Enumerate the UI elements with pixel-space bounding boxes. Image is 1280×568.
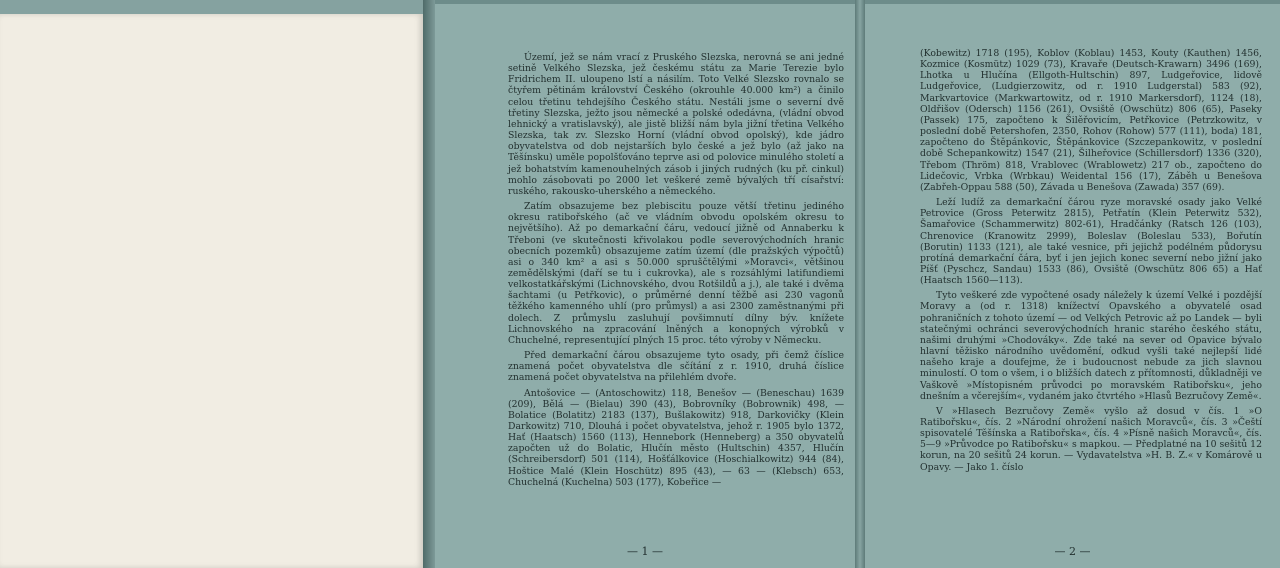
page-1: [435, 4, 855, 568]
paragraph: Antošovice — (Antoschowitz) 118, Benešov — (Beneschau) 1639 (209), Bělá — (Bielau) 390 (43), Bobrovníky (Bobrownik) 498, — Bolatice (Bolatitz) 2183 (137), Bušlakowitz) 918, Darkovičky (Klein Darkowitz) 710, Dlouhá i počet obyvatelstva, jehož r. 1905 bylo 1372, Hať (Haatsch) 1560 (113), Hennebork (Henneberg) a 350 obyvatelů započten už do Bolatic, Hlučín město (Hultschin) 4357, Hlučín (Schreibersdorf) 501 (114), Hošťálkovice (Hoschialkowitz) 944 (84), Hoštice Malé (Klein Hoschütz) 895 (43), — 63 — (Klebsch) 653, Chuchelná (Kuchelna) 503 (177), Kobeřice —: [508, 387, 844, 488]
paragraph: Před demarkační čárou obsazujeme tyto osady, při čemž číslice znamená počet obyvatelstva dle sčítání z r. 1910, druhá číslice znamená počet obyvatelstva na přilehlém dvoře.: [508, 350, 844, 384]
page-1-text: [508, 52, 844, 488]
blank-back-cover: [0, 14, 425, 568]
paragraph: (Kobewitz) 1718 (195), Koblov (Koblau) 1453, Kouty (Kauthen) 1456, Kozmice (Kosmütz) 1029 (73), Kravaře (Deutsch-Krawarn) 3496 (169), Lhotka u Hlučína (Ellgoth-Hultschin) 897, Ludgeřovice, lidově Ludgeřovice, (Ludgierzowitz, od r. 1910 Ludgerstal) 583 (92), Markvartovice (Markwartowitz, od r. 1910 Markersdorf), 1124 (18), Oldřišov (Odersch) 1156 (261), Ovsiště (Owschütz) 806 (65), Paseky (Passek) 175, započteno k Šilěřovicím, Petřkovice (Petrzkowitz, v poslední době Petershofen, 2350, Rohov (Rohow) 577 (111), boda) 181, započteno do Štěpánkovic, Štěpánkovice (Szczepankowitz, v poslední době Schepankowitz) 1547 (21), Šilheřovice (Schillersdorf) 1336 (320), Třebom (Thröm) 818, Vrablovec (Wrablowetz) 217 ob., započteno do Lidečovic, Vrbka (Wrbkau) Weidental 156 (17), Záběh u Benešova (Zabřeh-Oppau 588 (50), Závada u Benešova (Zawada) 357 (69).: [920, 48, 1262, 193]
page-2-text: [920, 48, 1262, 473]
page-number: — 2 —: [1054, 545, 1091, 558]
page-gutter: [855, 0, 865, 568]
paragraph: Zatím obsazujeme bez plebiscitu pouze větší třetinu jediného okresu ratibořského (ač ve vládním obvodu opolském okresu to největšího). Až po demarkační čáru, vedoucí jižně od Annaberku k Třeboni (ve skutečnosti křivolakou podle severovýchodních hranic obecních pozemků) obsazujeme zatím území (dle pražských výpočtů) asi o 340 km² a asi s 50.000 spruščtělými »Moravci«, většinou zemědělskými (daří se tu i cukrovka), ale s rozsáhlými latifundiemi velkostatkářskými (Lichnovského, dvou Rotšildů a j.), ale také i dvěma šachtami (u Petřkovic), o průměrné denní těžbě asi 230 vagonů těžkého kamenného uhlí (pro průmysl) a asi 2300 zaměstnanými při dolech. Z průmyslu zasluhují povšimnutí dílny býv. knížete Lichnovského na zpracování lněných a konopných výrobků v Chuchelné, representující plných 15 proc. této výroby v Německu.: [508, 201, 844, 346]
paragraph: Území, jež se nám vrací z Pruského Slezska, nerovná se ani jedné setině Velkého Slezska, jež českému státu za Marie Terezie bylo Fridrichem II. uloupeno lstí a násilím. Toto Velké Slezsko rovnalo se čtyřem pětinám království Českého (okrouhle 40.000 km²) a činilo celou třetinu tehdejšího Českého státu. Nestáli jsme o severní dvě třetiny Slezska, ježto jsou německé a polské odedávna, (vládní obvod lehnický a vratislavský), ale jistě bližší nám byla jižní třetina Velkého Slezska, tak zv. Slezsko Horní (vládní obvod opolský), kde jádro obyvatelstva od dob nejstarších bylo české a jež bylo (až jako na Těšínsku) uměle popolšťováno teprve asi od polovice minulého století a jež bohatstvím kamenouhelných zásob i jiných rudných (ku př. cinkul) mohlo zásobovati po 2000 let veškeré země bývalých tří císařství: ruského, rakousko-uherského a německého.: [508, 52, 844, 197]
page-number: — 1 —: [627, 545, 663, 558]
paragraph: V »Hlasech Bezručovy Země« vyšlo až dosud v čís. 1 »O Ratibořsku«, čís. 2 »Národní ohrožení našich Moravců«, čís. 3 »Čeští spisovatelé Těšínska a Ratibořska«, čís. 4 »Písně našich Moravců«, čís. 5—9 »Průvodce po Ratibořsku« s mapkou. — Předplatné na 10 sešitů 12 korun, na 20 sešitů 24 korun. — Vydavatelstva »H. B. Z.« v Komárově u Opavy. — Jako 1. číslo: [920, 405, 1262, 473]
book-spine: [423, 0, 435, 568]
paragraph: Leží ludíž za demarkační čárou ryze moravské osady jako Velké Petrovice (Gross Peterwitz 2815), Petřatín (Klein Peterwitz 532), Šamařovice (Schammerwitz) 802-61), Hradčánky (Ratsch 126 (103), Chrenovice (Kranowitz 2999), Boleslav (Boleslau 533), Bořutín (Borutin) 1133 (121), ale také vesnice, při jejichž podélném půdorysu protíná demarkační čára, byť i jen jejich konec severní nebo jižní jako Píšť (Pyschcz, Sandau) 1533 (86), Ovsiště (Owschütz 806 65) a Hať (Haatsch 1560—113).: [920, 197, 1262, 287]
page-2: [865, 4, 1280, 568]
paragraph: Tyto veškeré zde vypočtené osady náležely k území Velké i pozdější Moravy a (od r. 1318) knížectví Opavského a obyvatelé osad pohraničních z tohoto území — od Velkých Petrovic až po Landek — byli statečnými ochránci severovýchodních hranic starého českého státu, našimi druhými »Chodováky«. Zde také na sever od Opavice bývalo hlavní těžisko národního uvědomění, odkud vyšli také nejlepší lidé našeho kraje a doufejme, že i budoucnost nebude za jich slavnou minulostí. O tom o všem, i o bližších datech z přítomnosti, důkladněji ve Vaškově »Místopisném průvodci po moravském Ratibořsku«, jeho dnešním a včerejším«, vydaném jako čtvrtého »Hlasů Bezručovy Země«.: [920, 290, 1262, 402]
